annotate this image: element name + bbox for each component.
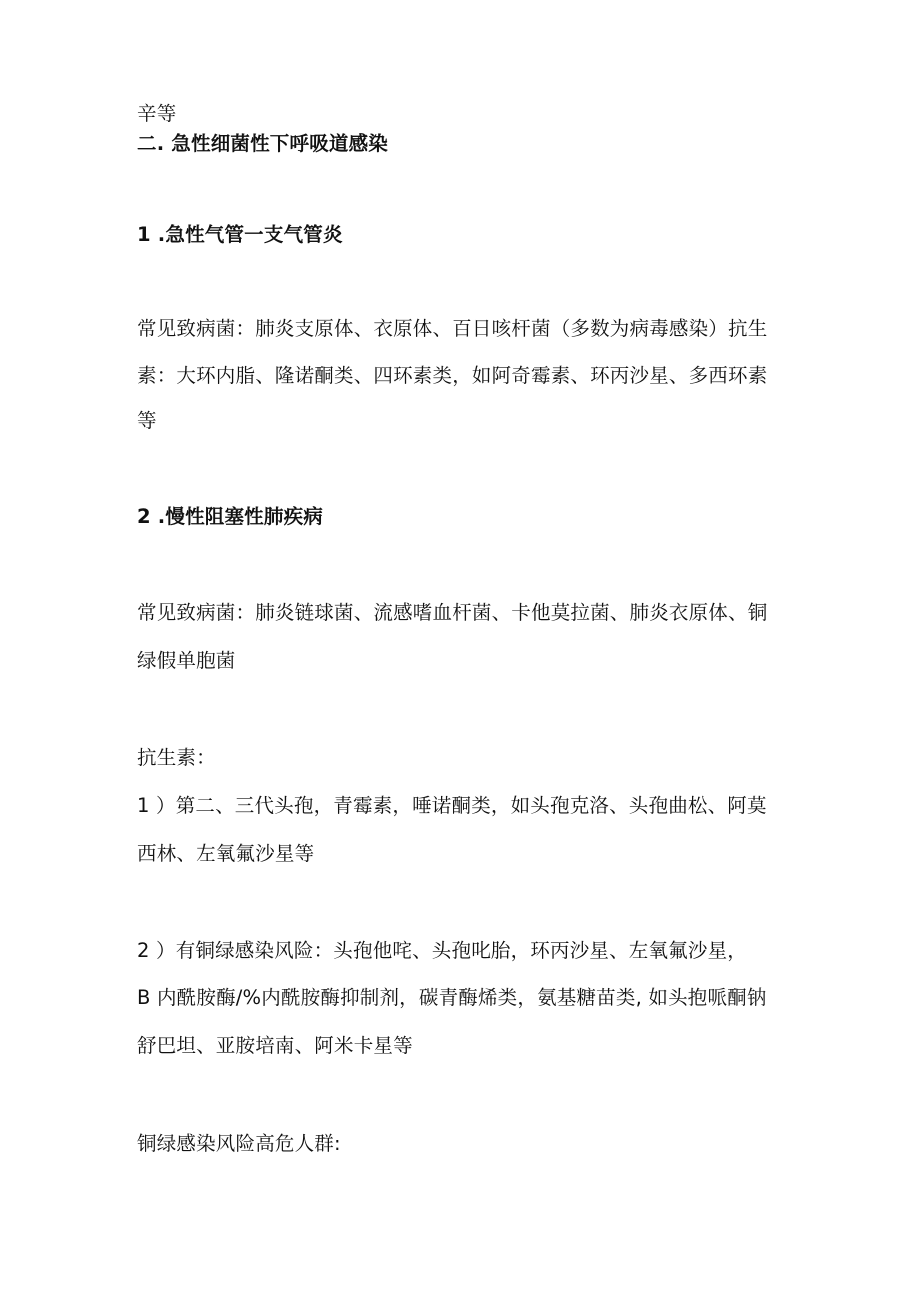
text-line: B 内酰胺酶/%内酰胺酶抑制剂，碳青酶烯类，氨基糖苗类, 如头抱哌酮钠: [137, 986, 767, 1009]
text-line: 抗生素：: [137, 746, 216, 769]
list-item: 2 ）有铜绿感染风险：头孢他咤、头孢叱胎，环丙沙星、左氧氟沙星，: [137, 939, 748, 962]
text-line: 西林、左氧氟沙星等: [137, 842, 315, 865]
text-line: 辛等: [137, 102, 177, 125]
text-line: 等: [137, 409, 157, 432]
text-line: 绿假单胞菌: [137, 649, 236, 672]
text-line: 素：大环内脂、隆诺酮类、四环素类，如阿奇霉素、环丙沙星、多西环素: [137, 364, 768, 387]
section-heading: 二. 急性细菌性下呼吸道感染: [137, 132, 388, 155]
text-line: 舒巴坦、亚胺培南、阿米卡星等: [137, 1034, 413, 1057]
text-line: 常见致病菌：肺炎链球菌、流感嗜血杆菌、卡他莫拉菌、肺炎衣原体、铜: [137, 601, 768, 624]
subsection-heading: 1 .急性气管一支气管炎: [137, 223, 343, 246]
text-line: 铜绿感染风险高危人群:: [137, 1132, 341, 1155]
text-line: 常见致病菌：肺炎支原体、衣原体、百日咳杆菌（多数为病毒感染）抗生: [137, 317, 768, 340]
list-item: 1 ）第二、三代头孢，青霉素，唾诺酮类，如头孢克洛、头孢曲松、阿莫: [137, 794, 767, 817]
subsection-heading: 2 .慢性阻塞性肺疾病: [137, 505, 323, 528]
